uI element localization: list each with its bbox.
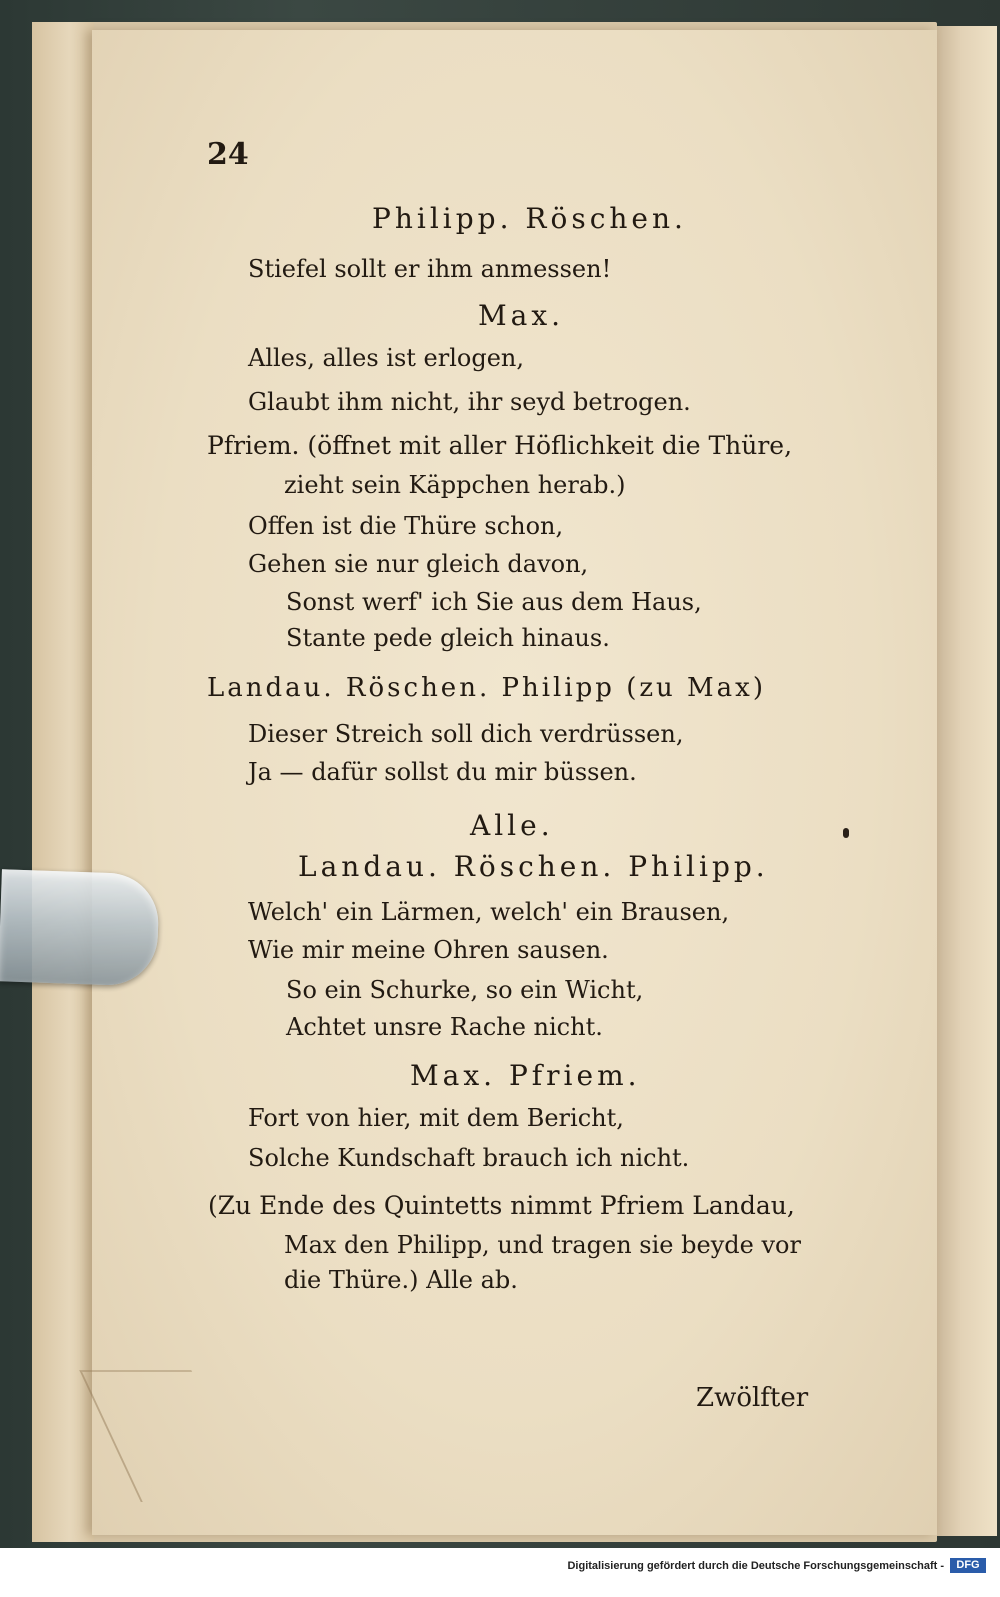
verse-line: Fort von hier, mit dem Bericht, bbox=[248, 1104, 624, 1132]
verse-line: Stiefel sollt er ihm anmessen! bbox=[248, 255, 612, 283]
page-clip bbox=[0, 869, 160, 986]
stage-direction: die Thüre.) Alle ab. bbox=[284, 1266, 518, 1294]
verse-line: Achtet unsre Rache nicht. bbox=[286, 1013, 603, 1041]
speaker-heading: Alle. bbox=[470, 809, 554, 842]
funding-credit: Digitalisierung gefördert durch die Deutsche Forschungsgemeinschaft - bbox=[567, 1560, 944, 1572]
dfg-logo: DFG bbox=[950, 1558, 986, 1573]
verse-line: So ein Schurke, so ein Wicht, bbox=[286, 976, 644, 1004]
verse-line: Dieser Streich soll dich verdrüssen, bbox=[248, 720, 684, 748]
footer-bar bbox=[0, 1548, 1000, 1597]
stage-direction: zieht sein Käppchen herab.) bbox=[284, 471, 626, 499]
verse-line: Welch' ein Lärmen, welch' ein Brausen, bbox=[248, 898, 730, 926]
facing-page-edge bbox=[935, 26, 997, 1536]
verse-line: Ja — dafür sollst du mir büssen. bbox=[248, 758, 637, 786]
page-stack-edge bbox=[32, 22, 94, 1542]
stage-direction: Pfriem. (öffnet mit aller Höflichkeit die Thüre, bbox=[207, 431, 793, 460]
verse-line: Sonst werf' ich Sie aus dem Haus, bbox=[286, 588, 702, 616]
verse-line: Gehen sie nur gleich davon, bbox=[248, 550, 589, 578]
speaker-heading: Landau. Röschen. Philipp. bbox=[298, 850, 769, 883]
verse-line: Solche Kundschaft brauch ich nicht. bbox=[248, 1144, 690, 1172]
catchword: Zwölfter bbox=[696, 1383, 809, 1413]
speaker-heading: Max. bbox=[478, 299, 565, 332]
verse-line: Offen ist die Thüre schon, bbox=[248, 512, 564, 540]
verse-line: Glaubt ihm nicht, ihr seyd betrogen. bbox=[248, 388, 691, 416]
page-number: 24 bbox=[207, 137, 249, 172]
verse-line: Stante pede gleich hinaus. bbox=[286, 624, 610, 652]
verse-line: Wie mir meine Ohren sausen. bbox=[248, 936, 609, 964]
verse-line: Alles, alles ist erlogen, bbox=[248, 344, 524, 372]
stage-direction: Max den Philipp, und tragen sie beyde vor bbox=[284, 1231, 801, 1259]
ink-speck bbox=[843, 828, 849, 838]
speaker-heading: Landau. Röschen. Philipp (zu Max) bbox=[207, 673, 766, 703]
speaker-heading: Max. Pfriem. bbox=[410, 1059, 641, 1092]
stage-direction: (Zu Ende des Quintetts nimmt Pfriem Landau, bbox=[208, 1191, 795, 1220]
speaker-heading: Philipp. Röschen. bbox=[372, 202, 687, 235]
